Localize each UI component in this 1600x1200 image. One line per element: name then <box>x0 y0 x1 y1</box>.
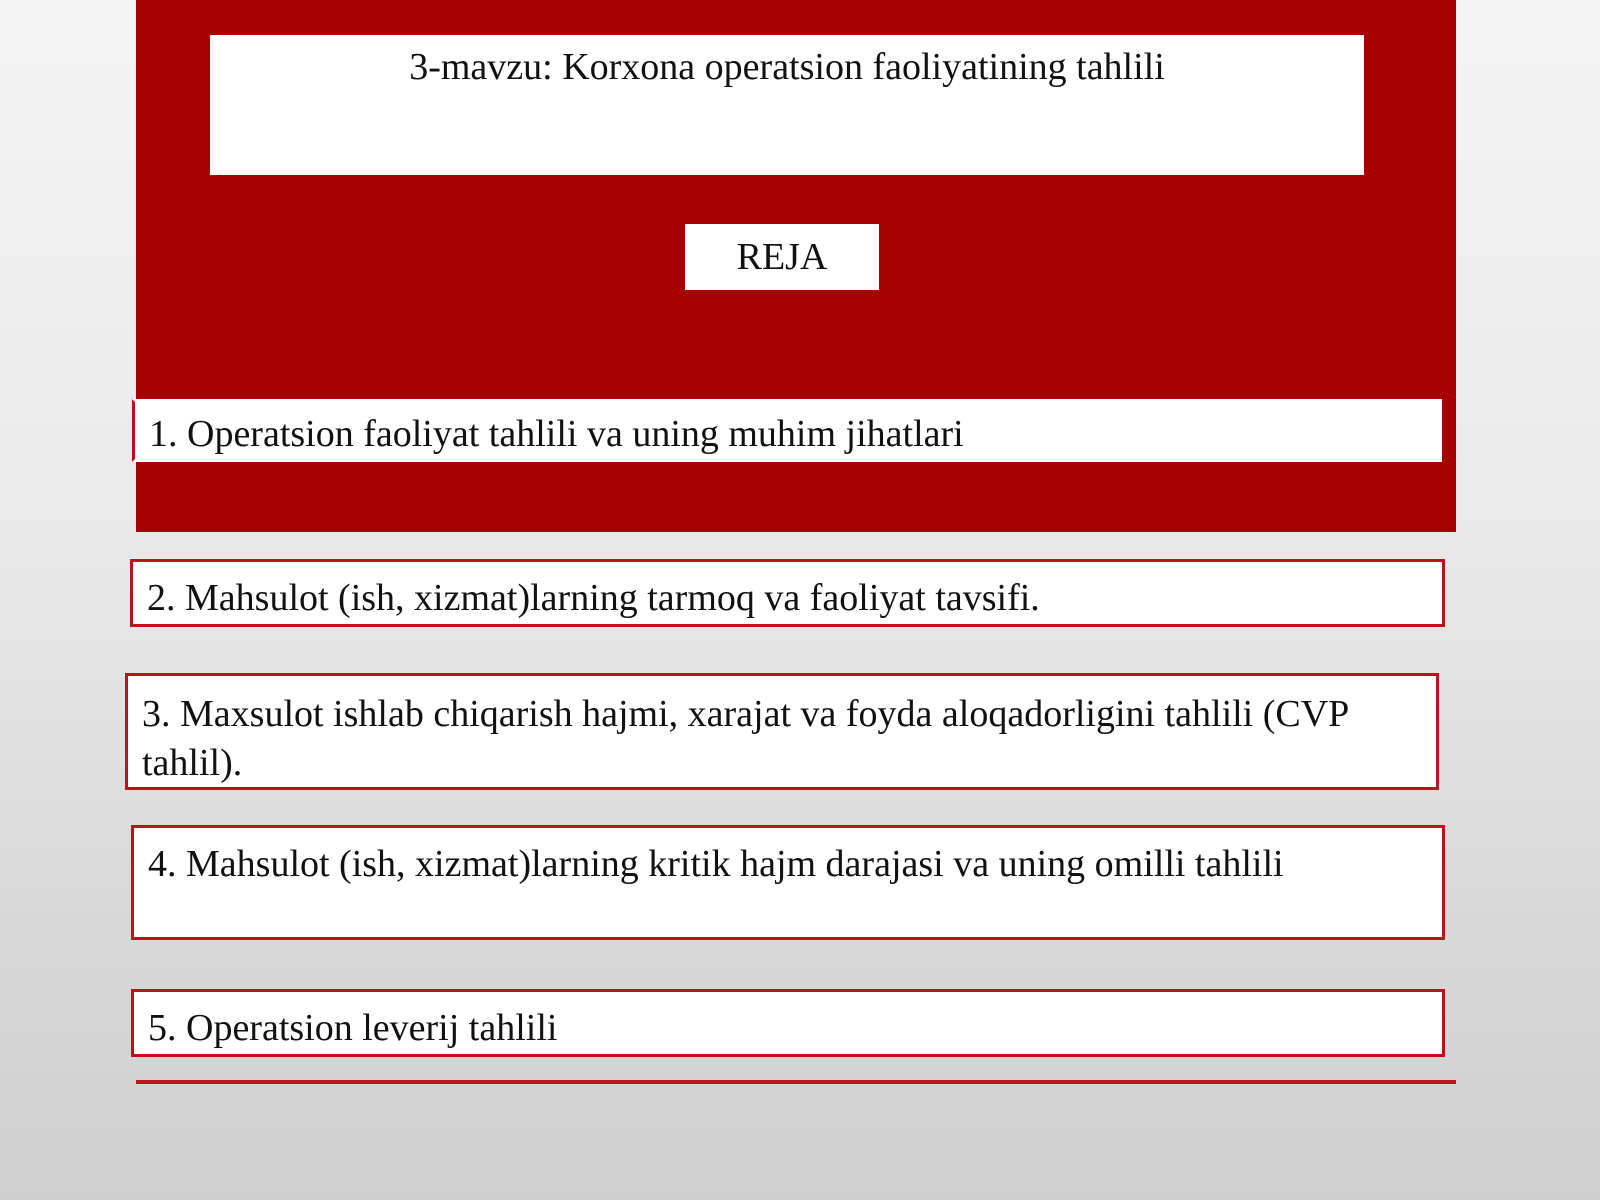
reja-label: REJA <box>685 224 879 290</box>
plan-item-4: 4. Mahsulot (ish, xizmat)larning kritik hajm darajasi va uning omilli tahlili <box>131 825 1445 940</box>
plan-item-1: 1. Operatsion faoliyat tahlili va uning muhim jihatlari <box>132 399 1442 462</box>
plan-item-5: 5. Operatsion leverij tahlili <box>131 989 1445 1057</box>
plan-item-3: 3. Maxsulot ishlab chiqarish hajmi, xarajat va foyda aloqadorligini tahlili (CVP tahlil). <box>125 673 1439 790</box>
plan-item-2: 2. Mahsulot (ish, xizmat)larning tarmoq va faoliyat tavsifi. <box>130 559 1445 627</box>
slide-title: 3-mavzu: Korxona operatsion faoliyatining tahlili <box>210 35 1364 175</box>
bottom-divider <box>136 1080 1456 1084</box>
